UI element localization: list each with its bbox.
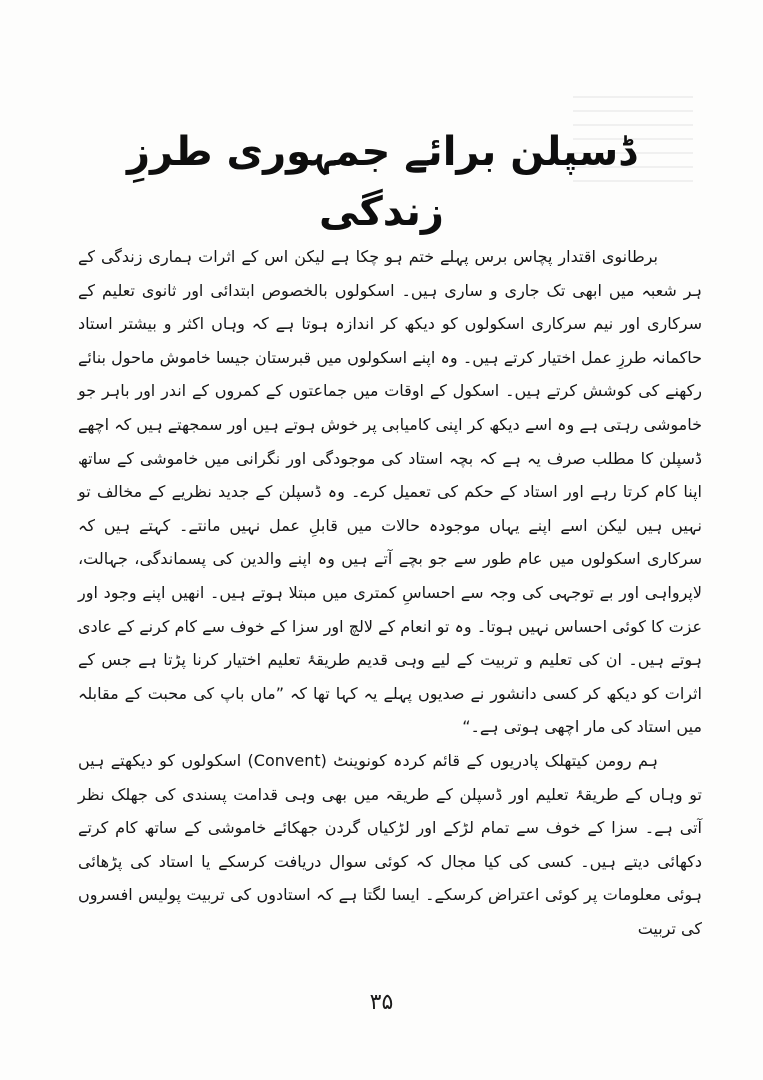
paragraph-2: ہم رومن کیتھلک پادریوں کے قائم کردہ کونوینٹ (Convent) اسکولوں کو دیکھتے ہیں تو وہاں کے طریقۂ تعلیم اور ڈسپلن کے طریقہ میں بھی وہی قدامت پسندی کی جھلک نظر آتی ہے۔ سزا کے خوف سے تمام لڑکے اور لڑکیاں گردن جھکائے خاموشی کے ساتھ کام کرتے دکھائی دیتے ہیں۔ کسی کی کیا مجال کہ کوئی سوال دریافت کرسکے یا استاد کی پڑھائی ہوئی معلومات پر کوئی اعتراض کرسکے۔ ایسا لگتا ہے کہ استادوں کی تربیت پولیس افسروں کی تربیت xyxy=(78,750,702,938)
page-title: ڈسپلن برائے جمہوری طرزِ زندگی xyxy=(126,129,637,235)
paragraph-1: برطانوی اقتدار پچاس برس پہلے ختم ہو چکا ہے لیکن اس کے اثرات ہماری زندگی کے ہر شعبہ میں ابھی تک جاری و ساری ہیں۔ اسکولوں بالخصوص ابتدائی اور ثانوی تعلیم کے سرکاری اور نیم سرکاری اسکولوں کو دیکھ کر اندازہ ہوتا ہے کہ وہاں اکثر و بیشتر استاد حاکمانہ طرزِ عمل اختیار کرتے ہیں۔ وہ اپنے اسکولوں میں قبرستان جیسا خاموش ماحول بنائے رکھنے کی کوشش کرتے ہیں۔ اسکول کے اوقات میں جماعتوں کے کمروں کے اندر اور باہر جو خاموشی رہتی ہے وہ اسے دیکھ کر اپنی کامیابی پر خوش ہوتے ہیں اور سمجھتے ہیں کہ اچھے ڈسپلن کا مطلب صرف یہ ہے کہ بچہ استاد کی موجودگی اور نگرانی میں خاموشی کے ساتھ اپنا کام کرتا رہے اور استاد کے حکم کی تعمیل کرے۔ وہ ڈسپلن کے جدید نظریے کے مخالف تو نہیں ہیں لیکن اسے اپنے یہاں موجودہ حالات میں قابلِ عمل نہیں مانتے۔ کہتے ہیں کہ سرکاری اسکولوں میں عام طور سے جو بچے آتے ہیں وہ اپنے والدین کی پسماندگی، جہالت، لاپرواہی اور بے توجہی کی وجہ سے احساسِ کمتری میں مبتلا ہوتے ہیں۔ انھیں اپنے وجود اور عزت کا کوئی احساس نہیں ہوتا۔ وہ تو انعام کے لالچ اور سزا کے خوف سے کام کرنے کے عادی ہوتے ہیں۔ ان کی تعلیم و تربیت کے لیے وہی قدیم طریقۂ تعلیم اختیار کرنا پڑتا ہے جس کے اثرات کو دیکھ کر کسی دانشور نے صدیوں پہلے یہ کہا تھا کہ ”ماں باپ کی محبت کے مقابلہ میں استاد کی مار اچھی ہوتی ہے۔“ xyxy=(78,247,702,737)
page-number: ۳۵ xyxy=(369,990,394,1015)
body-text xyxy=(78,240,702,945)
